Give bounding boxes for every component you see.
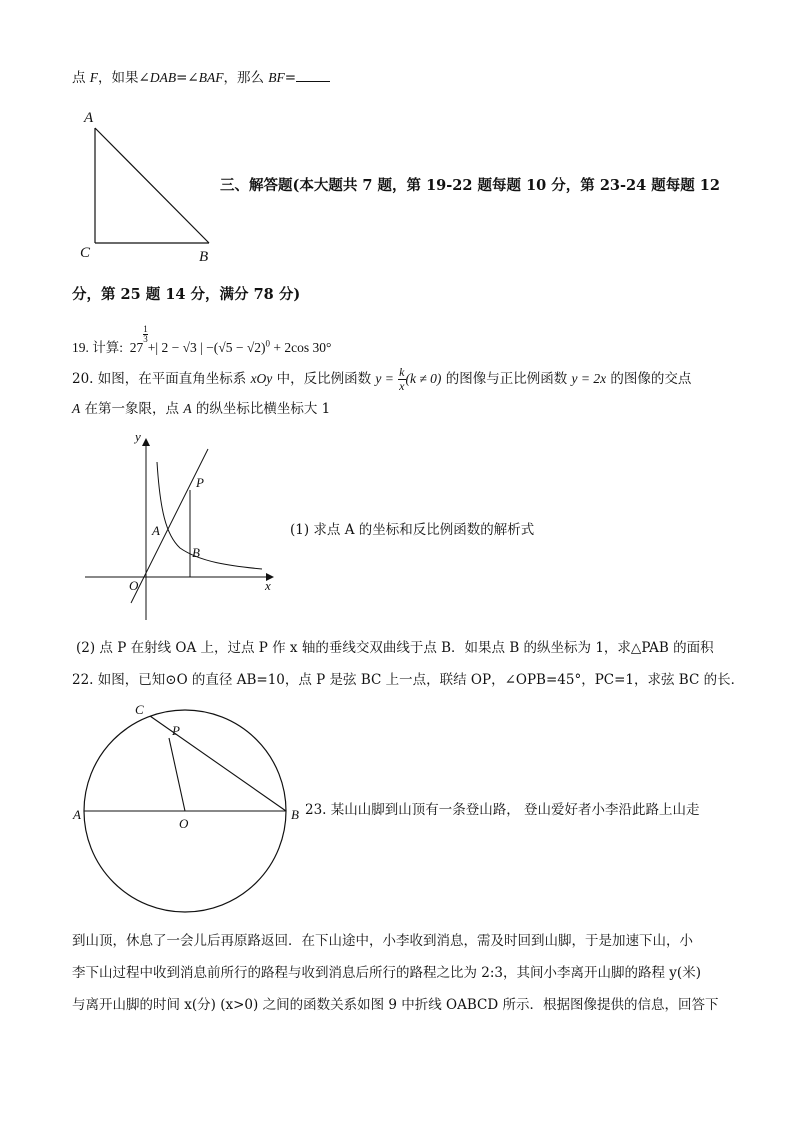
segment-bf: BF <box>268 70 285 85</box>
q20-text: 20. 如图，在平面直角坐标系 <box>72 371 251 387</box>
chord-bc <box>150 716 286 811</box>
q20-fraction <box>398 366 405 393</box>
q22-text: 22. 如图，已知⊙O 的直径 AB=10，点 P 是弦 BC 上一点，联结 OP，∠OPB=45°，PC=1，求弦 BC 的长． <box>72 672 745 688</box>
triangle-label-c: C <box>80 245 91 261</box>
graph-label-y: y <box>135 429 141 444</box>
q19-base: 27 <box>129 340 144 355</box>
coordinate-graph <box>85 429 274 620</box>
q18-text: ，如果∠ <box>98 70 150 86</box>
q18-text: = <box>284 70 297 86</box>
q18-text: 点 <box>72 70 90 86</box>
q18-text: ，那么 <box>223 70 269 86</box>
q19-line <box>72 325 331 357</box>
triangle-label-b: B <box>199 249 209 265</box>
section-heading-line1: 三、解答题(本大题共 7 题，第 19-22 题每题 10 分，第 23-24 题每题 12 <box>220 177 720 194</box>
hyperbola-curve <box>157 462 262 569</box>
q20-text: 的纵坐标比横坐标大 1 <box>191 401 331 417</box>
angle-dab: DAB <box>149 70 177 85</box>
q19-exp-num: 1 <box>143 324 148 334</box>
circle-label-c: C <box>135 702 144 717</box>
q20-text: 中，反比例函数 <box>272 371 376 387</box>
q20-text: 的图像的交点 <box>606 371 692 387</box>
graph-label-o: O <box>129 578 139 593</box>
q20-xoy: xOy <box>250 371 273 386</box>
q18-text: =∠ <box>176 70 199 86</box>
q20-part2: (2) 点 P 在射线 OA 上，过点 P 作 x 轴的垂线交双曲线于点 B．如果点 B 的纵坐标为 1，求△PAB 的面积 <box>76 640 714 656</box>
circle-label-a: A <box>73 807 81 822</box>
circle-label-o: O <box>179 816 189 831</box>
q20-frac-x: x <box>399 379 405 393</box>
q19-zero-exponent: 0 <box>265 338 270 349</box>
q20-point-a: A <box>183 401 192 416</box>
q23-line4: 与离开山脚的时间 x(分) (x>0) 之间的函数关系如图 9 中折线 OABCD 所示．根据图像提供的信息，回答下 <box>72 997 719 1013</box>
triangle-side-ab <box>95 128 209 243</box>
circle-figure <box>72 702 299 912</box>
angle-baf: BAF <box>198 70 224 85</box>
graph-label-p: P <box>196 475 204 490</box>
q19-exp-den: 3 <box>143 334 148 344</box>
graph-label-a: A <box>152 523 160 538</box>
q20-text: 的图像与正比例函数 <box>441 371 572 387</box>
y-axis-arrow <box>142 438 150 446</box>
triangle-label-a: A <box>84 110 94 126</box>
segment-op <box>169 738 185 811</box>
graph-label-b: B <box>192 545 200 560</box>
q20-line1 <box>72 366 691 393</box>
q19-expression: +| 2 − √3 | −(√5 − √2) <box>147 340 266 355</box>
q23-line3: 李下山过程中收到消息前所行的路程与收到消息后所行的路程之比为 2:3，其间小李离开山脚的路程 y(米) <box>72 965 701 981</box>
line-y-2x <box>131 449 208 603</box>
q20-y-eq: y = <box>375 371 394 386</box>
point-f: F <box>89 70 99 85</box>
q19-label: 19. 计算: <box>72 340 124 355</box>
q20-line2 <box>72 400 330 418</box>
q19-tail: + 2cos 30° <box>269 340 332 355</box>
q20-point-a: A <box>72 401 81 416</box>
circle-label-p: P <box>172 723 180 738</box>
q20-part1: (1) 求点 A 的坐标和反比例函数的解析式 <box>290 522 535 538</box>
circle-label-b: B <box>291 807 299 822</box>
q23-line1: 23. 某山山脚到山顶有一条登山路， 登山爱好者小李沿此路上山走 <box>305 802 700 818</box>
triangle-figure <box>80 110 209 265</box>
q20-text: 在第一象限，点 <box>80 401 184 417</box>
q23-line2: 到山顶，休息了一会儿后再原路返回．在下山途中，小李收到消息，需及时回到山脚，于是加速下山，小 <box>72 933 693 949</box>
section-heading-line2: 分，第 25 题 14 分，满分 78 分) <box>72 286 301 303</box>
q20-condition: (k ≠ 0) <box>405 371 442 386</box>
graph-label-x: x <box>265 578 271 593</box>
q20-frac-k: k <box>399 365 405 379</box>
q20-linear: y = 2x <box>571 371 607 386</box>
